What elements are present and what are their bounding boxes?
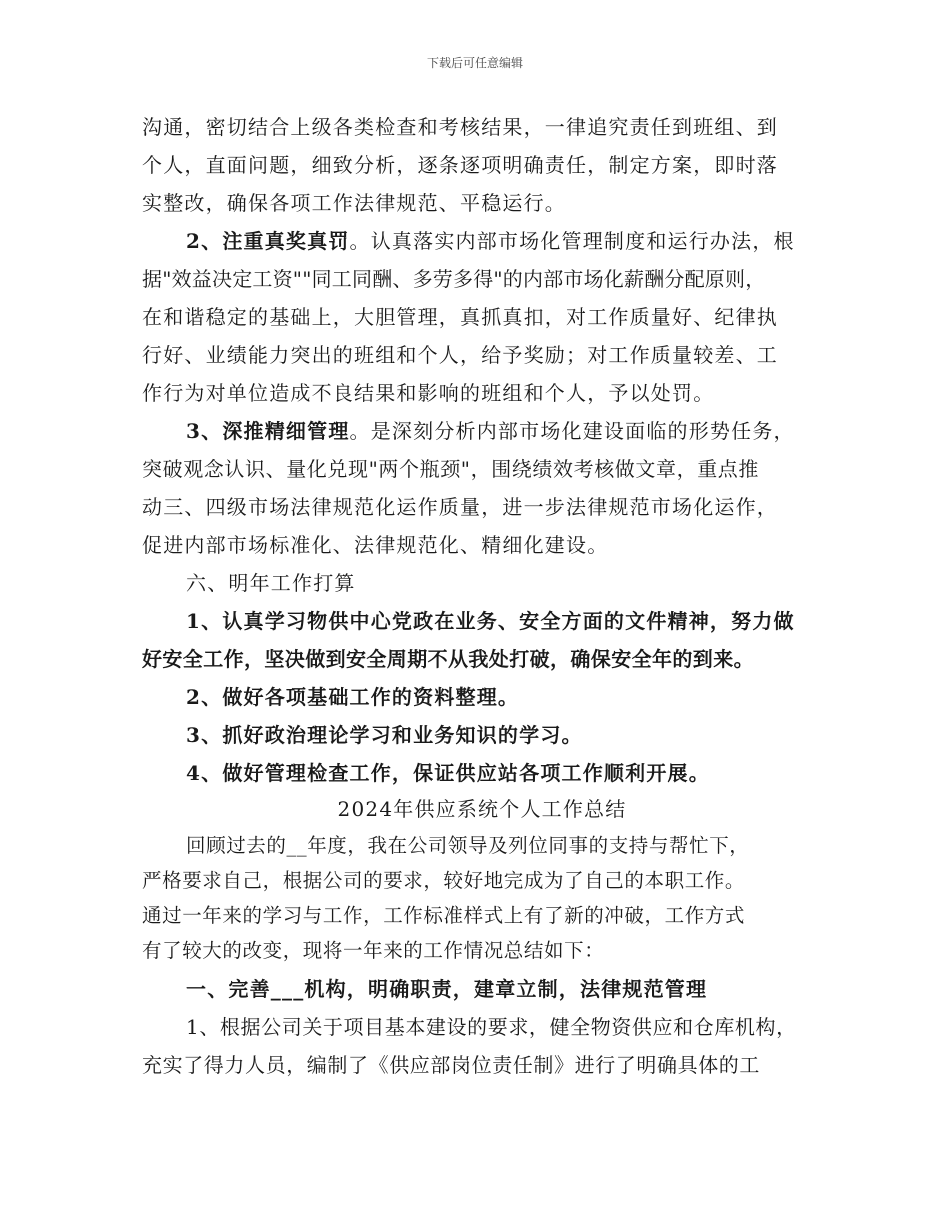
plan-item: 4、做好管理检查工作，保证供应站各项工作顺利开展。 — [186, 761, 710, 785]
section-heading: 六、明年工作打算 — [186, 571, 356, 595]
intro-line: 回顾过去的__年度，我在公司领导及列位同事的支持与帮忙下， — [186, 834, 750, 857]
document-title: 2024年供应系统个人工作总结 — [337, 797, 627, 821]
item-3-text: 。是深刻分析内部市场化建设面临的形势任务， — [349, 419, 795, 443]
body-line: 个人，直面问题，细致分析，逐条逐项明确责任，制定方案，即时落 — [142, 153, 778, 177]
intro-block — [142, 828, 822, 968]
body-line: 动三、四级市场法律规范化运作质量，进一步法律规范市场化运作， — [142, 495, 778, 519]
plan-item: 2、做好各项基础工作的资料整理。 — [186, 685, 520, 709]
body-line: 1、根据公司关于项目基本建设的要求，健全物资供应和仓库机构， — [186, 1015, 797, 1039]
body-line: 沟通，密切结合上级各类检查和考核结果，一律追究责任到班组、到 — [142, 115, 778, 139]
item-3-first-line — [142, 412, 822, 450]
plan-item-continued: 好安全工作，坚决做到安全周期不从我处打破，确保安全年的到来。 — [142, 647, 754, 671]
item-3-title: 3、深推精细管理 — [186, 419, 350, 443]
body-line: 据"效益决定工资""同工同酬、多劳多得"的内部市场化薪酬分配原则， — [142, 267, 766, 291]
plan-item: 1、认真学习物供中心党政在业务、安全方面的文件精神，努力做 — [186, 609, 795, 633]
body-line: 作行为对单位造成不良结果和影响的班组和个人，予以处罚。 — [142, 381, 715, 405]
body-line: 行好、业绩能力突出的班组和个人，给予奖励；对工作质量较差、工 — [142, 343, 778, 367]
plan-item: 3、抓好政治理论学习和业务知识的学习。 — [186, 723, 583, 747]
body-line: 充实了得力人员，编制了《供应部岗位责任制》进行了明确具体的工 — [142, 1053, 760, 1077]
heading-1: 一、完善___机构，明确职责，建章立制，法律规范管理 — [186, 977, 708, 1001]
body-line: 促进内部市场标准化、法律规范化、精细化建设。 — [142, 533, 609, 557]
body-line: 突破观念认识、量化兑现"两个瓶颈"，围绕绩效考核做文章，重点推 — [142, 457, 759, 481]
body-line: 实整改，确保各项工作法律规范、平稳运行。 — [142, 191, 566, 215]
item-2-text: 。认真落实内部市场化管理制度和运行办法，根 — [349, 229, 795, 253]
document-body — [142, 108, 822, 1084]
intro-line: 有了较大的改变，现将一年来的工作情况总结如下： — [142, 939, 605, 962]
intro-line: 通过一年来的学习与工作，工作标准样式上有了新的冲破，工作方式 — [142, 904, 746, 927]
page-header: 下载后可任意编辑 — [426, 56, 523, 70]
item-2-title: 2、注重真奖真罚 — [186, 229, 350, 253]
item-2-first-line — [142, 222, 822, 260]
body-line: 在和谐稳定的基础上，大胆管理，真抓真扣，对工作质量好、纪律执 — [142, 305, 778, 329]
intro-line: 严格要求自己，根据公司的要求，较好地完成为了自己的本职工作。 — [142, 869, 746, 892]
